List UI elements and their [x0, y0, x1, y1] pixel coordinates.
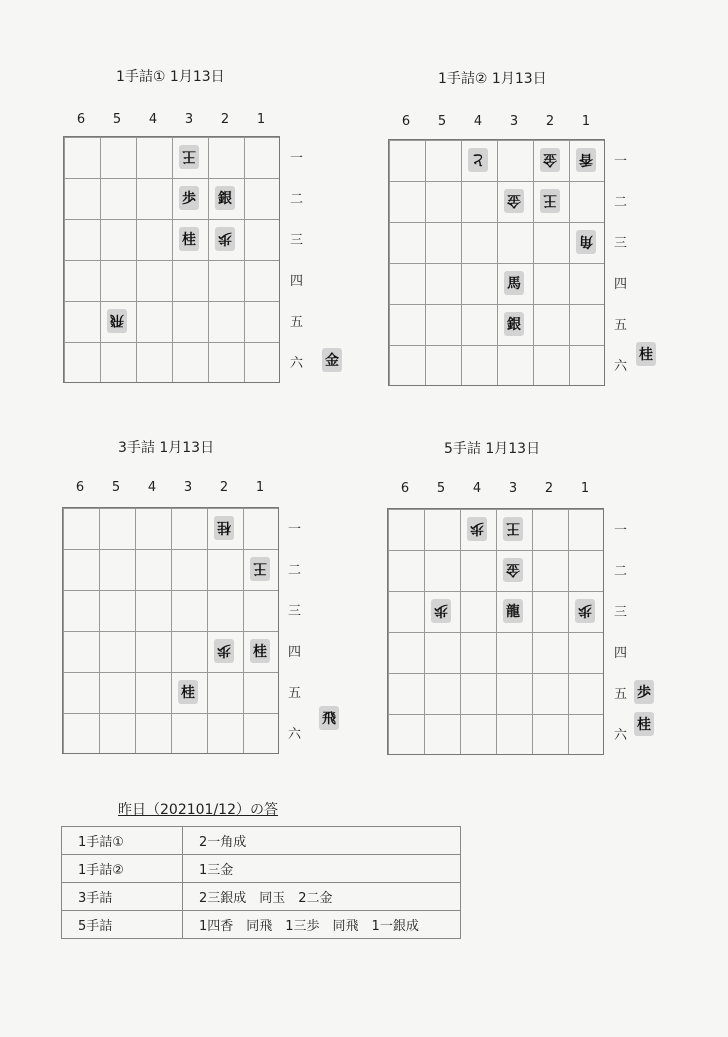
- table-row: [62, 911, 461, 939]
- shogi-piece: 金: [540, 148, 560, 172]
- column-label: 4: [147, 480, 157, 495]
- row-labels: [290, 136, 303, 382]
- shogi-piece: 銀: [215, 186, 235, 210]
- row-label: 二: [290, 192, 304, 207]
- row-label: 一: [614, 523, 628, 538]
- column-label: 5: [111, 480, 121, 495]
- row-label: 四: [288, 645, 302, 660]
- row-label: 四: [614, 646, 628, 661]
- shogi-piece: 金: [503, 558, 523, 582]
- column-label: 4: [148, 112, 158, 127]
- column-label: 5: [112, 112, 122, 127]
- shogi-piece: 桂: [179, 227, 199, 251]
- column-labels: [387, 481, 603, 496]
- column-label: 6: [76, 112, 86, 127]
- column-label: 3: [508, 481, 518, 496]
- column-label: 5: [436, 481, 446, 496]
- table-row: [62, 883, 461, 911]
- row-labels: [288, 507, 301, 753]
- column-label: 1: [581, 114, 591, 129]
- shogi-piece: 桂: [250, 639, 270, 663]
- shogi-piece: と: [468, 148, 488, 172]
- column-label: 5: [437, 114, 447, 129]
- table-row: [62, 827, 461, 855]
- piece-in-hand: 金: [322, 348, 342, 372]
- answer-value: 2一角成: [183, 827, 461, 855]
- shogi-piece: 桂: [178, 680, 198, 704]
- row-label: 一: [288, 522, 302, 537]
- row-label: 二: [614, 564, 628, 579]
- column-label: 6: [401, 114, 411, 129]
- shogi-board: [387, 508, 604, 755]
- shogi-piece: 王: [540, 189, 560, 213]
- row-label: 四: [290, 274, 304, 289]
- column-label: 3: [509, 114, 519, 129]
- shogi-piece: 馬: [504, 271, 524, 295]
- puzzle-title: 1手詰② 1月13日: [438, 71, 547, 87]
- column-label: 1: [255, 480, 265, 495]
- shogi-piece: 王: [503, 517, 523, 541]
- piece-in-hand: 桂: [634, 712, 654, 736]
- shogi-piece: 歩: [215, 227, 235, 251]
- column-label: 6: [75, 480, 85, 495]
- row-label: 三: [290, 233, 304, 248]
- answer-value: 2三銀成 同玉 2二金: [183, 883, 461, 911]
- column-label: 4: [473, 114, 483, 129]
- table-row: [62, 855, 461, 883]
- shogi-piece: 香: [576, 148, 596, 172]
- shogi-board: [62, 507, 279, 754]
- shogi-piece: 王: [250, 557, 270, 581]
- column-label: 6: [400, 481, 410, 496]
- shogi-piece: 歩: [575, 599, 595, 623]
- answers-title: 昨日（202101/12）の答: [118, 802, 278, 818]
- shogi-board: [388, 139, 605, 386]
- row-label: 三: [614, 236, 628, 251]
- row-label: 六: [614, 728, 628, 743]
- piece-in-hand: 歩: [634, 680, 654, 704]
- row-label: 六: [288, 727, 302, 742]
- shogi-piece: 金: [504, 189, 524, 213]
- row-labels: [614, 508, 627, 754]
- row-label: 三: [288, 604, 302, 619]
- answer-value: 1四香 同飛 1三歩 同飛 1一銀成: [183, 911, 461, 939]
- puzzle-title: 5手詰 1月13日: [444, 441, 541, 457]
- column-label: 2: [220, 112, 230, 127]
- row-label: 一: [614, 154, 628, 169]
- column-label: 4: [472, 481, 482, 496]
- puzzle-title: 3手詰 1月13日: [118, 440, 215, 456]
- column-label: 2: [219, 480, 229, 495]
- row-label: 五: [288, 686, 302, 701]
- column-label: 3: [184, 112, 194, 127]
- row-label: 五: [290, 315, 304, 330]
- column-labels: [388, 114, 604, 129]
- shogi-board: [63, 136, 280, 383]
- column-label: 2: [544, 481, 554, 496]
- column-label: 3: [183, 480, 193, 495]
- answer-value: 1三金: [183, 855, 461, 883]
- answers-table: [61, 826, 461, 939]
- row-label: 二: [288, 563, 302, 578]
- shogi-piece: 歩: [431, 599, 451, 623]
- row-label: 三: [614, 605, 628, 620]
- row-label: 四: [614, 277, 628, 292]
- answer-label: 1手詰①: [62, 827, 183, 855]
- shogi-piece: 歩: [467, 517, 487, 541]
- row-label: 六: [290, 356, 304, 371]
- column-labels: [62, 480, 278, 495]
- shogi-piece: 桂: [214, 516, 234, 540]
- answer-label: 3手詰: [62, 883, 183, 911]
- column-label: 1: [256, 112, 266, 127]
- shogi-piece: 歩: [179, 186, 199, 210]
- column-label: 2: [545, 114, 555, 129]
- answer-label: 5手詰: [62, 911, 183, 939]
- shogi-piece: 龍: [503, 599, 523, 623]
- shogi-piece: 銀: [504, 312, 524, 336]
- row-labels: [614, 139, 627, 385]
- shogi-piece: 飛: [107, 309, 127, 333]
- column-label: 1: [580, 481, 590, 496]
- shogi-piece: 角: [576, 230, 596, 254]
- column-labels: [63, 112, 279, 127]
- row-label: 五: [614, 318, 628, 333]
- shogi-piece: 王: [179, 145, 199, 169]
- puzzle-title: 1手詰① 1月13日: [116, 69, 225, 85]
- row-label: 六: [614, 359, 628, 374]
- answer-label: 1手詰②: [62, 855, 183, 883]
- row-label: 二: [614, 195, 628, 210]
- row-label: 五: [614, 687, 628, 702]
- shogi-piece: 歩: [214, 639, 234, 663]
- row-label: 一: [290, 151, 304, 166]
- piece-in-hand: 飛: [319, 706, 339, 730]
- piece-in-hand: 桂: [636, 342, 656, 366]
